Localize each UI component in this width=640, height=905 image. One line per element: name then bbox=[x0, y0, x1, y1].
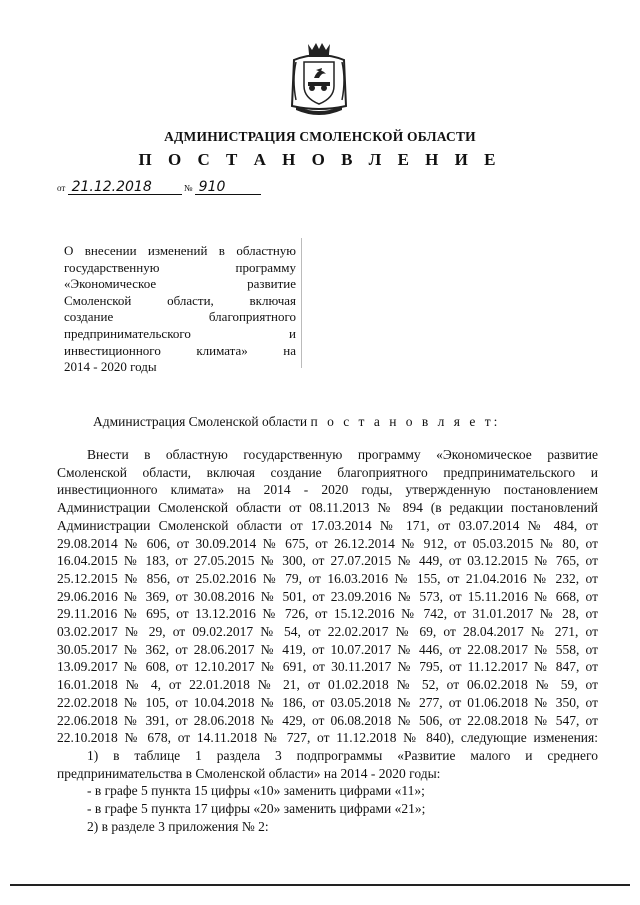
date-number-line bbox=[57, 180, 261, 195]
preamble-decrees: п о с т а н о в л я е т: bbox=[310, 414, 501, 429]
body-line: - в графе 5 пункта 15 цифры «10» заменить цифрами «11»; bbox=[87, 783, 425, 799]
page-bottom-rule bbox=[10, 884, 630, 886]
body-line: 2) в разделе 3 приложения № 2: bbox=[87, 818, 269, 834]
body-line: 30.05.2017 № 362, от 28.06.2017 № 419, от 10.07.2017 № 446, от 22.08.2017 № 558, от bbox=[57, 641, 598, 657]
preamble bbox=[93, 414, 500, 430]
subject-line: инвестиционного климата» на bbox=[64, 342, 296, 358]
body-line: Внести в областную государственную программу «Экономическое развитие bbox=[87, 447, 598, 462]
subject-line: 2014 - 2020 годы bbox=[64, 359, 157, 375]
body-line: 22.10.2018 № 678, от 14.11.2018 № 727, от 11.12.2018 № 840), следующие изменения: bbox=[57, 730, 598, 746]
number-label: № bbox=[183, 183, 193, 193]
subject-line: государственную программу bbox=[64, 259, 296, 275]
date-label: от bbox=[57, 183, 66, 193]
body-line: 29.06.2016 № 369, от 30.08.2016 № 501, от 23.09.2016 № 573, от 15.11.2016 № 668, от bbox=[57, 588, 598, 604]
body-line: Администрации Смоленской области от 17.03.2014 № 171, от 03.07.2014 № 484, от bbox=[57, 517, 598, 533]
body-line: 1) в таблице 1 раздела 3 подпрограммы «Развитие малого и среднего bbox=[87, 747, 598, 763]
subject-line: создание благоприятного bbox=[64, 309, 296, 325]
document-type: П О С Т А Н О В Л Е Н И Е bbox=[138, 150, 502, 169]
subject-line: предпринимательского и bbox=[64, 325, 296, 341]
coat-of-arms-icon bbox=[288, 40, 350, 116]
body-line: 22.02.2018 № 105, от 10.04.2018 № 186, от 03.05.2018 № 277, от 01.06.2018 № 350, от bbox=[57, 694, 598, 710]
body-line: инвестиционного климата» на 2014 - 2020 годы, утвержденную постановлением bbox=[57, 482, 598, 498]
body-line: 22.06.2018 № 391, от 28.06.2018 № 429, от 06.08.2018 № 506, от 22.08.2018 № 547, от bbox=[57, 712, 598, 728]
decree-body bbox=[57, 446, 598, 835]
body-line: - в графе 5 пункта 17 цифры «20» заменить цифрами «21»; bbox=[87, 801, 426, 817]
body-line: Администрации Смоленской области от 08.11.2013 № 894 (в редакции постановлений bbox=[57, 500, 598, 516]
body-line: 16.04.2015 № 183, от 27.05.2015 № 300, от 27.07.2015 № 449, от 03.12.2015 № 765, от bbox=[57, 553, 598, 569]
body-line: предпринимательства в Смоленской области» на 2014 - 2020 годы: bbox=[57, 765, 441, 781]
body-line: Смоленской области, включая создание благоприятного предпринимательского и bbox=[57, 464, 598, 480]
subject-block bbox=[64, 243, 296, 376]
body-line: 16.01.2018 № 4, от 22.01.2018 № 21, от 01.02.2018 № 52, от 06.02.2018 № 59, от bbox=[57, 677, 598, 693]
administration-title: АДМИНИСТРАЦИЯ СМОЛЕНСКОЙ ОБЛАСТИ bbox=[164, 129, 476, 144]
subject-line: «Экономическое развитие bbox=[64, 276, 296, 292]
body-line: 25.12.2015 № 856, от 25.02.2016 № 79, от 16.03.2016 № 155, от 21.04.2016 № 232, от bbox=[57, 570, 598, 586]
number-value: 910 bbox=[195, 180, 261, 195]
subject-line: Смоленской области, включая bbox=[64, 292, 296, 308]
body-line: 29.08.2014 № 606, от 30.09.2014 № 675, от 26.12.2014 № 912, от 05.03.2015 № 80, от bbox=[57, 535, 598, 551]
preamble-text: Администрация Смоленской области bbox=[93, 414, 308, 429]
subject-line: О внесении изменений в областную bbox=[64, 243, 296, 258]
date-value: 21.12.2018 bbox=[68, 180, 182, 195]
subject-bracket bbox=[297, 238, 302, 368]
body-line: 29.11.2016 № 695, от 13.12.2016 № 726, от 15.12.2016 № 742, от 31.01.2017 № 28, от bbox=[57, 606, 598, 622]
body-line: 13.09.2017 № 608, от 12.10.2017 № 691, от 30.11.2017 № 795, от 11.12.2017 № 847, от bbox=[57, 659, 598, 675]
body-line: 03.02.2017 № 29, от 09.02.2017 № 54, от 22.02.2017 № 69, от 28.04.2017 № 271, от bbox=[57, 624, 598, 640]
